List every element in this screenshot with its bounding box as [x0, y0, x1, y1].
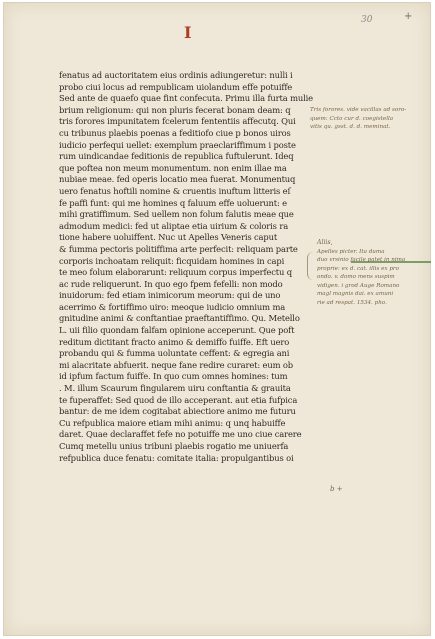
marginal-annotation-upper: [310, 106, 406, 132]
annotation-line: duo vrsinio facile patet in nima: [317, 257, 406, 263]
annotation-line: magl magnis dai. ex amuni: [317, 291, 394, 297]
text-line: tris forores impunitatem fcelerum fententiis affecutq. Qui: [59, 116, 296, 127]
text-line: que poftea non meum monumentum. non enim illae ma: [59, 162, 287, 173]
text-line: refpublica duce fenatu: comitate italia: propulgantibus oi: [59, 452, 294, 463]
text-line: admodum medici: fed ut aliptae etia uirium & coloris ra: [59, 220, 289, 231]
rubric-initial: I: [184, 23, 192, 42]
marginal-annotation-lower: b +: [330, 485, 343, 493]
annotation-line: vitis qu. gsst. d. d. meminat.: [310, 124, 391, 130]
annotation-line: Aliis,: [317, 239, 333, 246]
annotation-line: quem: Ccto cur d. coegistella: [310, 115, 394, 122]
text-line: corporis inchoatam reliquit: ficquidam homines in capi: [59, 255, 285, 266]
text-line: te meo folum elaborarunt: reliquum corpus imperfectu q: [59, 267, 292, 278]
text-line: Cumq metellu unius tribuni plaebis rogatio me uniuerfa: [59, 441, 289, 451]
annotation-line: proprie: ex d. cat. illis ex pro: [317, 265, 399, 272]
text-line: probo ciui locus ad rempublicam uiolandum effe potuiffe: [59, 81, 293, 92]
text-line: id ipfum factum fuiffe. In quo cum omnes homines: tum: [59, 371, 288, 382]
text-line: mi alacritate abfuerit. neque fane redire curaret: eum ob: [59, 359, 293, 370]
text-line: reditum dictitant fracto animo & demiffo fuiffe. Eft uero: [59, 336, 290, 347]
main-text-block: [59, 70, 313, 464]
text-line: fenatus ad auctoritatem eius ordinis adiungeretur: nulli i: [59, 70, 293, 80]
text-line: acerrimo & fortiffimo uiro: meoque iudicio omnium ma: [59, 301, 286, 312]
annotation-line: Apelles picter. Ita duma: [317, 248, 385, 255]
text-line: iudicio perfequi uellet: exemplum praeclariffimum i poste: [59, 139, 296, 150]
text-line: rum uindicandae feditionis de republica fuftulerunt. Ideq: [59, 151, 294, 162]
annotation-line: Tris forores. vide vacillas ad soro-: [310, 107, 407, 113]
text-line: & fumma pectoris politiffima arte perfecit: reliquam parte: [59, 243, 298, 254]
text-line: cu tribunus plaebis poenas a feditiofo ciue p bonos uiros: [59, 127, 291, 138]
text-line: probandu qui & fumma uoluntate ceffent: & egregia ani: [59, 348, 290, 359]
text-line: nubiae meae. fed operis locatio mea fuerat. Monumentuq: [59, 174, 296, 185]
text-line: Cu refpublica maiore etiam mihi animu: q unq habuiffe: [59, 417, 286, 428]
text-line: L. uii filio quondam falfam opinione acceperunt. Que poft: [59, 325, 295, 336]
manuscript-page: [3, 2, 431, 636]
text-line: . M. illum Scaurum fingularem uiru conftantia & grauita: [59, 383, 291, 394]
text-line: brium religionum: qui non pluris fecerat bonam deam: q: [59, 104, 291, 115]
text-line: tione habere uoluiffent. Nuc ut Apelles Veneris caput: [59, 232, 278, 243]
text-line: fe paffi funt: qui me homines q faluum effe uoluerunt: e: [59, 197, 287, 208]
text-line: te fuperaffet: Sed quod de illo acceperant. aut etia fufpica: [59, 394, 298, 405]
annotation-line: ondo. v. domo mens suspim: [317, 274, 395, 280]
text-line: uero fenatus hoftili nomine & cruentis inuftum litteris eſ: [59, 185, 291, 196]
text-line: mihi gratiffimum. Sed uellem non folum falutis meae que: [59, 209, 294, 220]
annotation-line: vidigen. i grod Auge Romano: [317, 282, 400, 289]
text-line: bantur: de me idem cogitabat abiectiore animo me futuru: [59, 406, 296, 417]
annotation-line: rie ad respat. 1534. pho.: [317, 299, 387, 306]
folio-number: 30: [361, 15, 373, 25]
text-line: gnitudine animi & conftantiae praeftantiffimo. Qu. Metello: [59, 313, 300, 324]
corner-mark: +: [404, 11, 413, 22]
marginal-annotation-apelles: [317, 239, 405, 307]
text-line: Sed ante de quaefo quae fint confecuta. Primu illa furta mulie: [59, 93, 313, 104]
text-line: daret. Quae declaraffet fefe no potuiffe me uno ciue carere: [59, 429, 302, 440]
text-line: ac rude reliquerunt. In quo ego fpem fefelli: non modo: [59, 278, 283, 289]
text-line: inuidorum: fed etiam inimicorum meorum: qui de uno: [59, 290, 281, 301]
